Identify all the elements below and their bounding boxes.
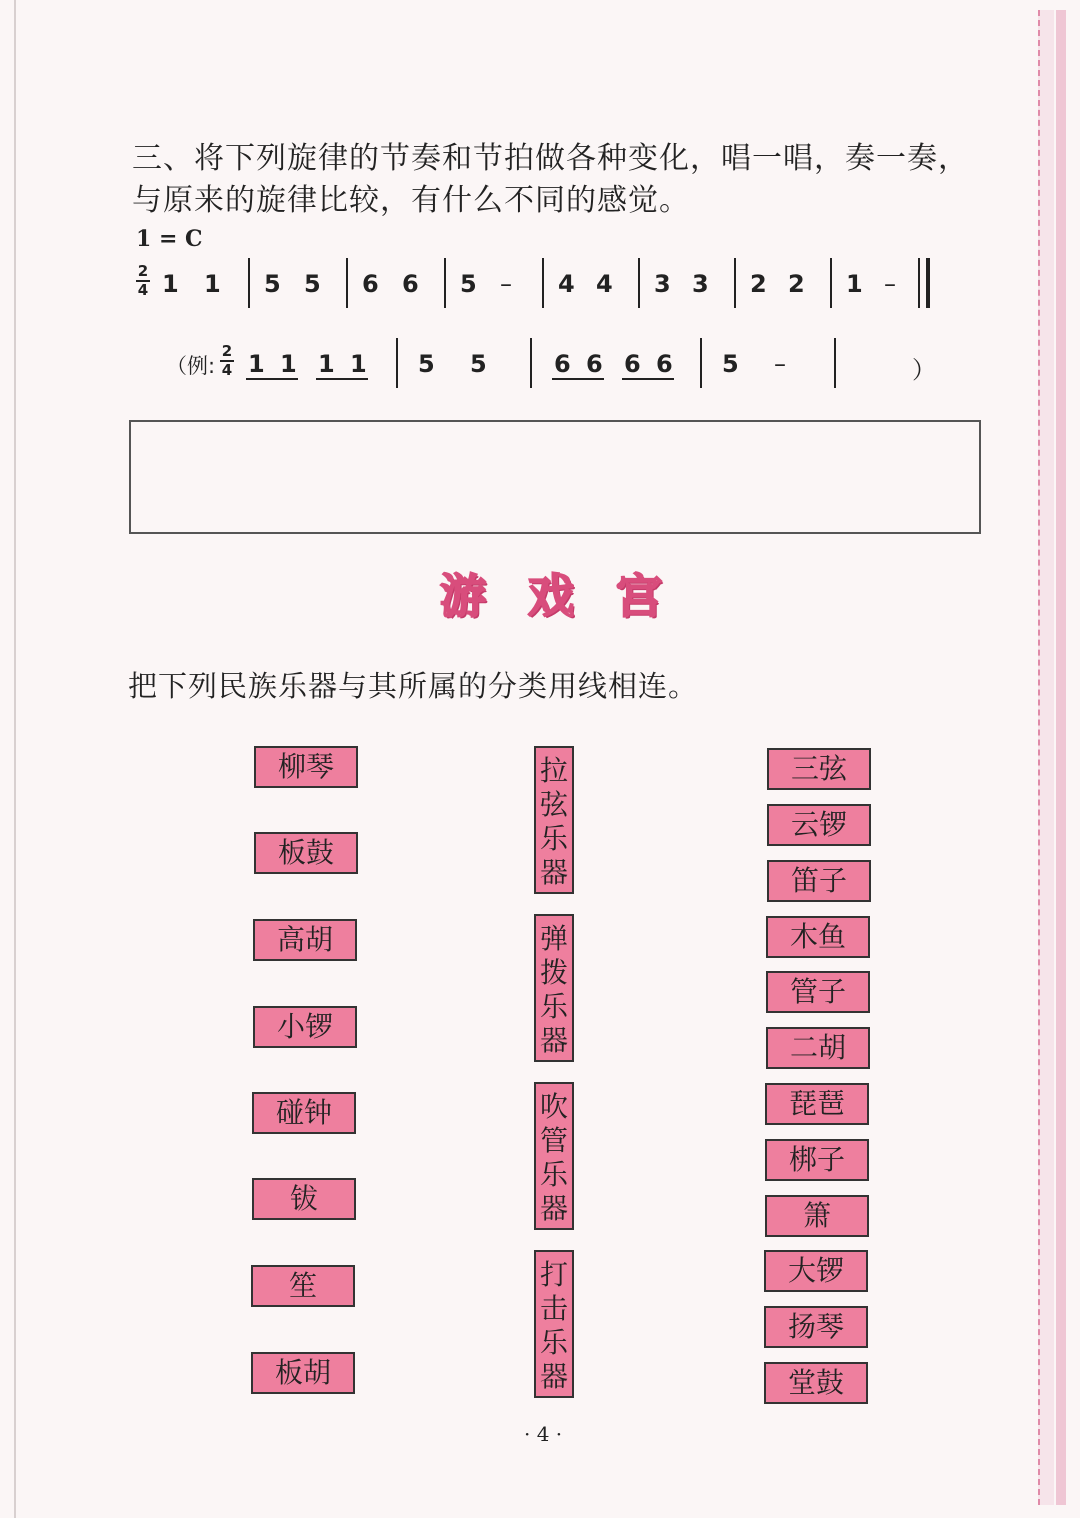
- right-instrument-box[interactable]: 云锣: [767, 804, 871, 846]
- right-instrument-box[interactable]: 笛子: [767, 860, 871, 902]
- page-binding-edge: [1038, 10, 1054, 1505]
- category-char: 拉: [539, 754, 568, 787]
- bar-line: [638, 258, 640, 308]
- category-char: 拨: [539, 956, 568, 989]
- melody-note: 1: [162, 270, 179, 298]
- eighth-beam: [552, 378, 604, 380]
- bar-line: [834, 338, 836, 388]
- time-signature-bottom: 4: [137, 281, 149, 299]
- bar-line: [396, 338, 398, 388]
- game-instruction: 把下列民族乐器与其所属的分类用线相连。: [128, 669, 699, 703]
- example-note: 6: [586, 350, 603, 378]
- example-note: 1: [248, 350, 265, 378]
- melody-note: 1: [846, 270, 863, 298]
- melody-note: 3: [654, 270, 671, 298]
- game-section-title: [430, 560, 680, 630]
- right-instrument-box[interactable]: 扬琴: [764, 1306, 868, 1348]
- category-char: 器: [539, 1024, 568, 1057]
- bar-line: [734, 258, 736, 308]
- melody-note: 4: [558, 270, 575, 298]
- melody-note: 2: [788, 270, 805, 298]
- left-instrument-box[interactable]: 板鼓: [254, 832, 358, 874]
- final-bar-thick: [926, 258, 930, 308]
- example-note: 5: [722, 350, 739, 378]
- melody-note: 5: [460, 270, 477, 298]
- melody-note: 5: [304, 270, 321, 298]
- bar-line: [700, 338, 702, 388]
- right-instrument-box[interactable]: 木鱼: [766, 916, 870, 958]
- game-title-char: 戏: [528, 569, 574, 623]
- category-char: 器: [539, 1360, 568, 1393]
- category-char: 弦: [539, 788, 568, 821]
- question-3-text: [132, 138, 972, 222]
- category-char: 弹: [539, 922, 568, 955]
- example-note: 6: [656, 350, 673, 378]
- melody-note: 3: [692, 270, 709, 298]
- category-char: 吹: [539, 1090, 568, 1123]
- melody-note: 1: [204, 270, 221, 298]
- melody-dash: –: [500, 270, 512, 298]
- category-char: 器: [539, 1192, 568, 1225]
- example-time-bottom: 4: [221, 361, 233, 379]
- category-char: 管: [539, 1124, 568, 1157]
- question-3-line1: 三、将下列旋律的节奏和节拍做各种变化，唱一唱，奏一奏，: [132, 141, 969, 176]
- category-char: 乐: [539, 990, 568, 1023]
- eighth-beam: [316, 378, 368, 380]
- example-note: 1: [350, 350, 367, 378]
- game-title-char: 宫: [616, 569, 662, 623]
- bar-line: [530, 338, 532, 388]
- example-note: 5: [418, 350, 435, 378]
- example-time-signature: [220, 342, 234, 378]
- category-box-bowed-strings[interactable]: [534, 746, 574, 894]
- right-instrument-box[interactable]: 箫: [765, 1195, 869, 1237]
- example-note: 6: [554, 350, 571, 378]
- eighth-beam: [622, 378, 674, 380]
- category-box-plucked-strings[interactable]: [534, 914, 574, 1062]
- example-dash: –: [774, 350, 786, 378]
- question-3-line2: 与原来的旋律比较，有什么不同的感觉。: [132, 183, 690, 218]
- category-char: 乐: [539, 822, 568, 855]
- example-time-top: 2: [221, 342, 233, 360]
- melody-note: 6: [402, 270, 419, 298]
- left-instrument-box[interactable]: 柳琴: [254, 746, 358, 788]
- game-title-char: 游: [440, 569, 486, 623]
- bar-line: [248, 258, 250, 308]
- category-box-wind[interactable]: [534, 1082, 574, 1230]
- example-note: 1: [318, 350, 335, 378]
- time-signature-top: 2: [137, 262, 149, 280]
- category-char: 击: [539, 1292, 568, 1325]
- right-instrument-box[interactable]: 梆子: [765, 1139, 869, 1181]
- example-label: （例:: [166, 354, 216, 378]
- left-instrument-box[interactable]: 板胡: [251, 1352, 355, 1394]
- melody-note: 6: [362, 270, 379, 298]
- right-instrument-box[interactable]: 二胡: [766, 1027, 870, 1069]
- category-box-percussion[interactable]: [534, 1250, 574, 1398]
- key-signature: 1 = C: [136, 226, 203, 252]
- example-close-paren: ）: [912, 356, 936, 384]
- left-instrument-box[interactable]: 笙: [251, 1265, 355, 1307]
- category-char: 乐: [539, 1158, 568, 1191]
- bar-line: [542, 258, 544, 308]
- page-binding-strip: [1056, 10, 1066, 1505]
- left-instrument-box[interactable]: 碰钟: [252, 1092, 356, 1134]
- right-instrument-box[interactable]: 琵琶: [765, 1083, 869, 1125]
- bar-line: [830, 258, 832, 308]
- melody-note: 5: [264, 270, 281, 298]
- answer-box[interactable]: [129, 420, 981, 534]
- left-instrument-box[interactable]: 小锣: [253, 1006, 357, 1048]
- example-note: 6: [624, 350, 641, 378]
- bar-line: [346, 258, 348, 308]
- melody-dash: –: [884, 270, 896, 298]
- right-instrument-box[interactable]: 大锣: [764, 1250, 868, 1292]
- page-edge-left: [14, 0, 16, 1518]
- example-note: 5: [470, 350, 487, 378]
- right-instrument-box[interactable]: 堂鼓: [764, 1362, 868, 1404]
- final-bar-thin: [918, 258, 920, 308]
- example-note: 1: [280, 350, 297, 378]
- time-signature: [136, 262, 150, 298]
- eighth-beam: [246, 378, 298, 380]
- bar-line: [444, 258, 446, 308]
- page-number: · 4 ·: [524, 1422, 563, 1446]
- category-char: 打: [539, 1258, 568, 1291]
- left-instrument-box[interactable]: 高胡: [253, 919, 357, 961]
- melody-note: 2: [750, 270, 767, 298]
- left-instrument-box[interactable]: 钹: [252, 1178, 356, 1220]
- category-char: 器: [539, 856, 568, 889]
- category-char: 乐: [539, 1326, 568, 1359]
- right-instrument-box[interactable]: 管子: [766, 971, 870, 1013]
- right-instrument-box[interactable]: 三弦: [767, 748, 871, 790]
- melody-note: 4: [596, 270, 613, 298]
